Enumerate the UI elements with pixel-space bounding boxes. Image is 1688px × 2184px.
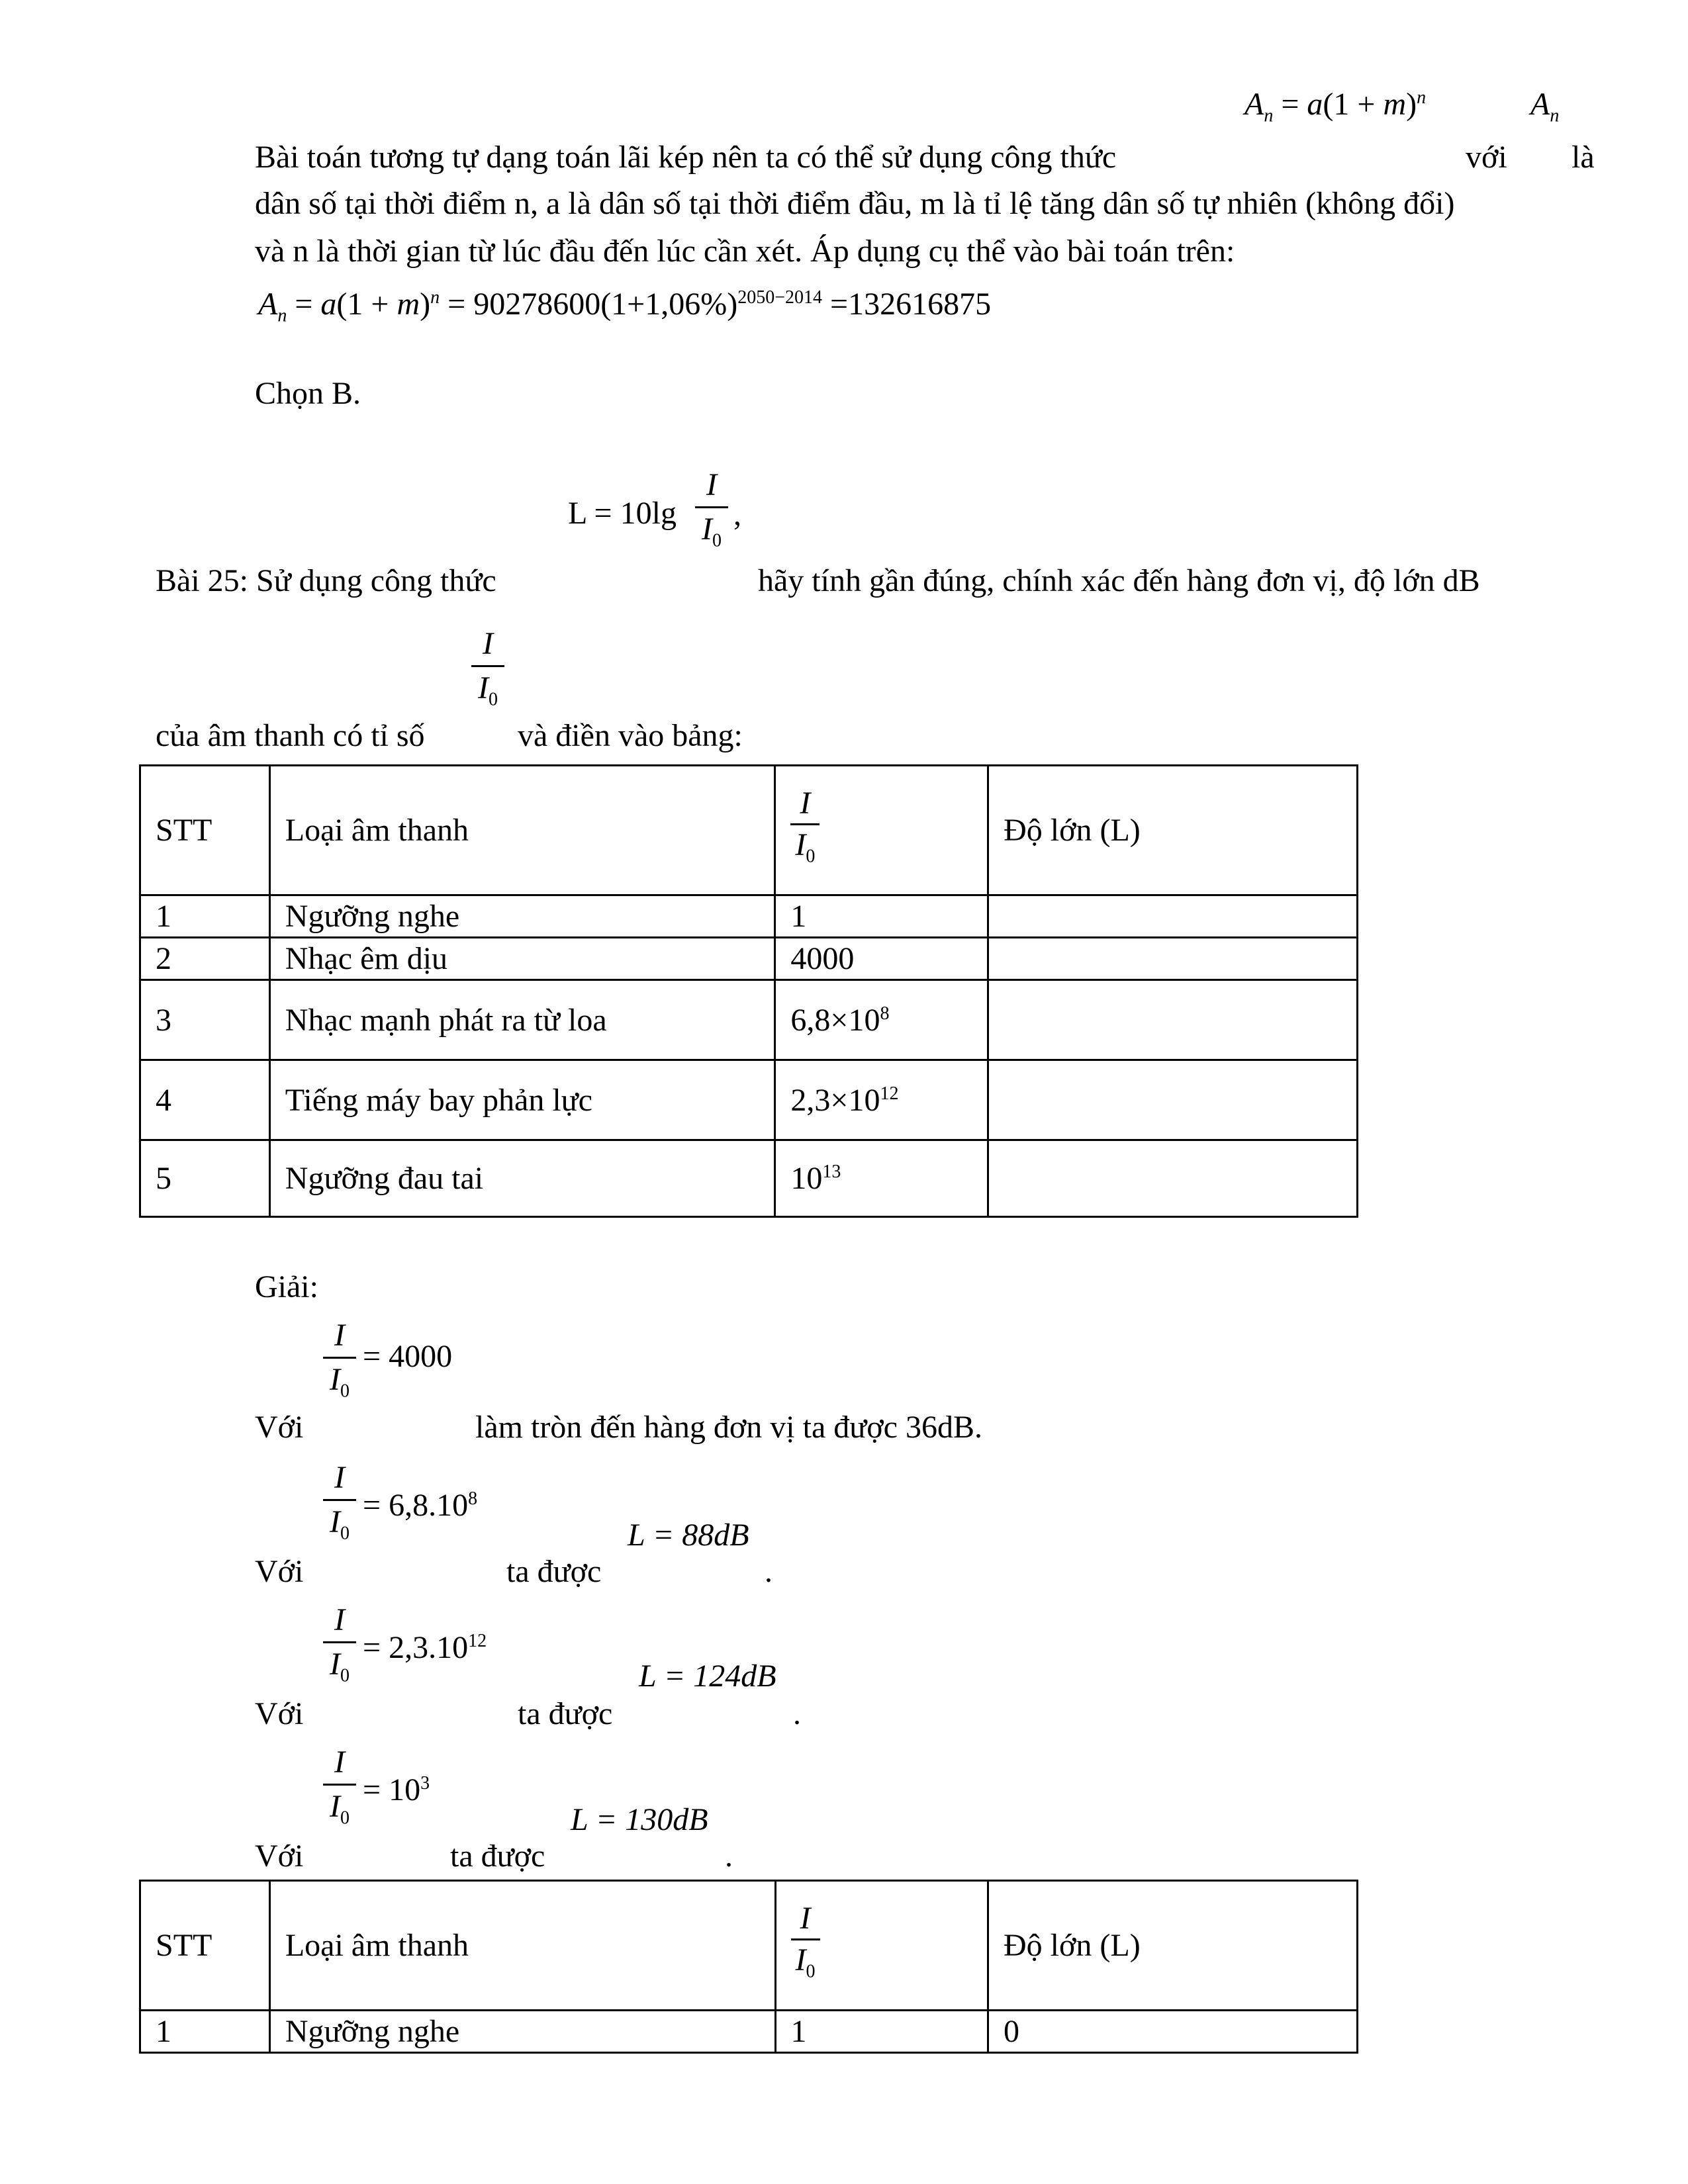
cell-level: 0 (988, 2011, 1358, 2053)
cell-stt: 5 (140, 1140, 270, 1217)
solution-title: Giải: (255, 1269, 318, 1304)
table-header-row (140, 1881, 1358, 2011)
table-row (140, 1060, 1358, 1140)
problem-line2-prefix: của âm thanh có tỉ số (156, 718, 425, 753)
cell-sound-type: Nhạc mạnh phát ra từ loa (269, 980, 775, 1060)
step4-ta-duoc: ta được (450, 1839, 545, 1874)
step2-with: Với (255, 1554, 304, 1589)
cell-ratio: $6,8\times 10^8$ (775, 980, 988, 1060)
step4-with: Với (255, 1839, 304, 1874)
formula-applied: $A_n = a(1 + m)^n = 90278600(1+1,06\%)^{2050-2014} =132616875$ (258, 287, 992, 326)
header-sound-type: Loại âm thanh (269, 766, 775, 895)
step2-result: L = 88dB (628, 1518, 749, 1553)
problem-prefix: Bài 25: Sử dụng công thức (156, 563, 496, 598)
table-row (140, 980, 1358, 1060)
ratio-fraction: I $I_0$ (471, 625, 504, 719)
step3-ta-duoc: ta được (518, 1696, 613, 1731)
formula-applied-exponent: 2050−2014 (737, 287, 823, 308)
intro-line-2: dân số tại thời điểm n, a là dân số tại thời điểm đầu, m là tỉ lệ tăng dân số tự nhiên (không đổi) (255, 186, 1455, 221)
header-level: Độ lớn (L) (988, 766, 1358, 895)
step1-with: Với (255, 1410, 304, 1445)
step3-value: = $2,3.10^{12}$ (363, 1630, 487, 1665)
step3-result: L = 124dB (639, 1659, 776, 1694)
cell-sound-type: Ngưỡng nghe (269, 895, 775, 938)
cell-ratio: $2,3\times 10^{12}$ (775, 1060, 988, 1140)
header-ratio: $\frac{I}{I_0}$ (775, 1881, 988, 2011)
intro-line-3: và n là thời gian từ lúc đầu đến lúc cần xét. Áp dụng cụ thể vào bài toán trên: (255, 234, 1235, 269)
cell-level[interactable] (988, 1140, 1358, 1217)
problem-line2-suffix: và điền vào bảng: (518, 718, 743, 753)
cell-stt: 4 (140, 1060, 270, 1140)
cell-level[interactable] (988, 895, 1358, 938)
formula-L-comma: , (733, 497, 741, 532)
intro-line-1: Bài toán tương tự dạng toán lãi kép nên ta có thể sử dụng công thức (255, 140, 1117, 175)
cell-ratio: 1 (775, 2011, 988, 2053)
table-row (140, 938, 1358, 980)
intro-la: là (1571, 140, 1595, 175)
cell-sound-type: Ngưỡng nghe (269, 2011, 775, 2053)
table-row (140, 1140, 1358, 1217)
sound-table (139, 764, 1358, 1218)
header-sound-type: Loại âm thanh (269, 1881, 775, 2011)
cell-sound-type: Tiếng máy bay phản lực (269, 1060, 775, 1140)
cell-ratio: 4000 (775, 938, 988, 980)
header-ratio: $\frac{I}{I_0}$ (775, 766, 988, 895)
choice-text: Chọn B. (255, 376, 361, 411)
step1-text: làm tròn đến hàng đơn vị ta được 36dB. (475, 1410, 982, 1445)
result-table (139, 1880, 1358, 2054)
step4-value: = $10^3$ (363, 1772, 430, 1807)
step4-result: L = 130dB (571, 1802, 708, 1837)
step3-with: Với (255, 1696, 304, 1731)
cell-stt: 1 (140, 895, 270, 938)
step2-value: = $6,8.10^8$ (363, 1488, 478, 1523)
cell-level[interactable] (988, 1060, 1358, 1140)
step2-ta-duoc: ta được (506, 1554, 602, 1589)
step4-fraction: I $I_0$ (323, 1744, 356, 1837)
cell-ratio: $10^{13}$ (775, 1140, 988, 1217)
symbol-an-top: $A_n$ (1530, 87, 1560, 126)
formula-an-top: $A_n = a(1 + m)^n$ (1244, 87, 1427, 126)
cell-sound-type: Nhạc êm dịu (269, 938, 775, 980)
step3-fraction: I $I_0$ (323, 1602, 356, 1695)
step4-period: . (725, 1839, 733, 1874)
step2-fraction: I $I_0$ (323, 1459, 356, 1553)
cell-stt: 2 (140, 938, 270, 980)
cell-ratio: 1 (775, 895, 988, 938)
step2-period: . (765, 1554, 773, 1589)
header-stt: STT (140, 766, 270, 895)
intro-with: với (1466, 140, 1507, 175)
table-row (140, 895, 1358, 938)
formula-L-fraction: I $I_0$ (695, 467, 728, 560)
formula-L: L = 10lg (568, 496, 677, 531)
cell-stt: 1 (140, 2011, 270, 2053)
step1-fraction: I $I_0$ (323, 1317, 356, 1410)
problem-suffix: hãy tính gần đúng, chính xác đến hàng đơn vị, độ lớn dB (758, 563, 1480, 598)
cell-level[interactable] (988, 938, 1358, 980)
cell-sound-type: Ngưỡng đau tai (269, 1140, 775, 1217)
formula-applied-value: = 90278600(1+1,06%) (447, 287, 738, 322)
header-stt: STT (140, 1881, 270, 2011)
cell-level[interactable] (988, 980, 1358, 1060)
table-row (140, 2011, 1358, 2053)
header-level: Độ lớn (L) (988, 1881, 1358, 2011)
table-header-row (140, 766, 1358, 895)
step3-period: . (793, 1696, 801, 1731)
cell-stt: 3 (140, 980, 270, 1060)
formula-applied-result: =132616875 (830, 287, 992, 322)
step1-value: = 4000 (363, 1339, 453, 1374)
